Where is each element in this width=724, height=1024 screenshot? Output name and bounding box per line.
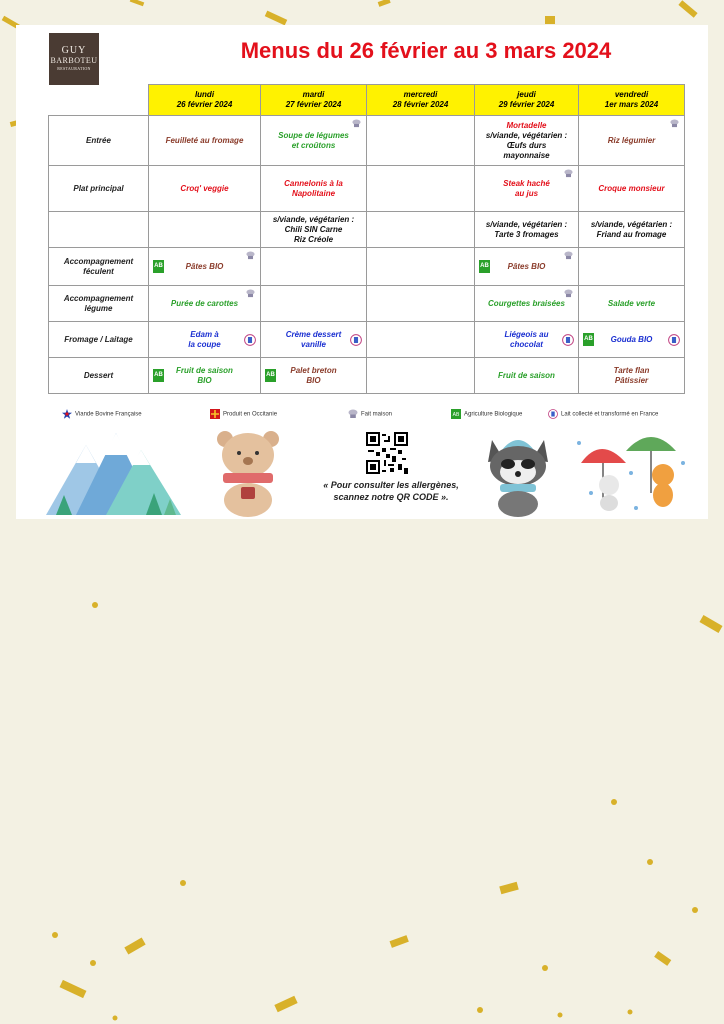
dish-line: Fruit de saison (176, 365, 233, 375)
dish-line: Courgettes braisées (488, 298, 565, 308)
menu-cell (367, 322, 475, 358)
svg-text:AB: AB (452, 412, 460, 418)
vegetarian-option-line: Œufs durs (506, 140, 547, 150)
ab-organic-icon: AB (153, 369, 164, 382)
occitanie-cross-icon (210, 409, 220, 419)
ab-organic-icon: AB (153, 260, 164, 273)
ab-organic-icon: AB (265, 369, 276, 382)
dish-line: Purée de carottes (170, 298, 239, 308)
menu-cell (261, 166, 367, 212)
vegetarian-option-line: mayonnaise (503, 150, 550, 160)
table-row (49, 248, 685, 286)
raccoon-illustration (482, 430, 554, 518)
chef-hat-icon (563, 251, 574, 260)
dish-line: Fruit de saison (498, 370, 555, 380)
menu-cell (579, 248, 685, 286)
dish-line: Croq' veggie (180, 183, 229, 193)
menu-cell (149, 212, 261, 248)
dish-line: Friand au fromage (596, 229, 667, 239)
dish-line: Mortadelle (506, 120, 547, 130)
dish-line: chocolat (510, 339, 543, 349)
dish-line: Riz Créole (293, 234, 334, 244)
dish-line: Crème dessert (285, 329, 342, 339)
milk-icon (548, 409, 558, 419)
dish-line: au jus (514, 188, 539, 198)
row-label: Plat principal (49, 166, 149, 212)
bear-illustration (211, 425, 286, 517)
menu-cell (579, 286, 685, 322)
menu-cell (261, 322, 367, 358)
dish-line: Salade verte (607, 298, 656, 308)
menu-cell (367, 286, 475, 322)
row-label: Fromage / Laitage (49, 322, 149, 358)
dish-line: Steak haché (503, 178, 550, 188)
dish-line: s/viande, végétarien : (485, 219, 568, 229)
menu-table (48, 84, 685, 394)
day-header-3: jeudi 29 février 2024 (475, 85, 579, 116)
dish-line: et croûtons (291, 140, 336, 150)
menu-cell (149, 116, 261, 166)
menu-cell (579, 166, 685, 212)
vegetarian-option-line: s/viande, végétarien : (485, 130, 568, 140)
star-icon (62, 409, 72, 419)
qr-instructions: « Pour consulter les allergènes, scannez notre QR CODE ». (323, 480, 459, 502)
menu-cell (475, 212, 579, 248)
day-header-4: vendredi 1er mars 2024 (579, 85, 685, 116)
table-row (49, 358, 685, 394)
dish-line: BIO (306, 375, 321, 385)
dish-line: BIO (197, 375, 212, 385)
menu-cell (475, 166, 579, 212)
menu-cell (579, 322, 685, 358)
ab-organic-icon: AB (479, 260, 490, 273)
guy-barboteu-logo: GUY BARBOTEU RESTAURATION (49, 33, 99, 85)
legend-item: AB Agriculture Biologique (451, 409, 522, 419)
milk-france-icon (244, 334, 256, 346)
menu-cell (367, 248, 475, 286)
dish-line: Pâtissier (614, 375, 649, 385)
dish-line: Cannelonis à la (284, 178, 343, 188)
dish-line: Gouda BIO (610, 334, 653, 344)
menu-cell (261, 248, 367, 286)
day-header-1: mardi 27 février 2024 (261, 85, 367, 116)
legend-item: Viande Bovine Française (62, 409, 142, 419)
menu-cell (475, 248, 579, 286)
cats-umbrella-illustration (571, 423, 691, 515)
ab-organic-icon: AB (583, 333, 594, 346)
menu-cell (475, 358, 579, 394)
milk-france-icon (562, 334, 574, 346)
menu-cell (261, 286, 367, 322)
menu-cell (261, 116, 367, 166)
day-header-2: mercredi 28 février 2024 (367, 85, 475, 116)
dish-line: Liégeois au (504, 329, 549, 339)
chef-hat-icon (245, 289, 256, 298)
dish-line: la coupe (188, 339, 221, 349)
chef-hat-icon (669, 119, 680, 128)
dish-line: s/viande, végétarien : (590, 219, 673, 229)
row-label (49, 212, 149, 248)
menu-cell (149, 166, 261, 212)
row-label: Accompagnement légume (49, 286, 149, 322)
table-row (49, 212, 685, 248)
table-row (49, 166, 685, 212)
menu-cell (475, 116, 579, 166)
legend-item: Fait maison (348, 409, 392, 419)
table-row (49, 322, 685, 358)
milk-france-icon (668, 334, 680, 346)
dish-line: Palet breton (290, 365, 337, 375)
menu-cell (475, 286, 579, 322)
ab-logo-icon (451, 409, 461, 419)
chef-hat-icon (351, 119, 362, 128)
menu-cell (367, 116, 475, 166)
dish-line: Edam à (190, 329, 219, 339)
dish-line: Tarte flan (613, 365, 650, 375)
dish-line: Pâtes BIO (507, 261, 546, 271)
qr-code[interactable] (366, 432, 408, 474)
chef-hat-icon (348, 409, 358, 419)
dish-line: Feuilleté au fromage (165, 135, 244, 145)
menu-cell (261, 212, 367, 248)
row-label: Dessert (49, 358, 149, 394)
dish-line: Pâtes BIO (185, 261, 224, 271)
menu-cell (475, 322, 579, 358)
menu-sheet (16, 25, 708, 519)
mountains-illustration (46, 425, 186, 517)
legend-item: Produit en Occitanie (210, 409, 277, 419)
milk-france-icon (350, 334, 362, 346)
page-title: Menus du 26 février au 3 mars 2024 (240, 38, 612, 63)
row-label: Entrée (49, 116, 149, 166)
menu-cell (579, 212, 685, 248)
dish-line: Riz légumier (607, 135, 656, 145)
menu-cell (367, 166, 475, 212)
menu-cell (579, 358, 685, 394)
chef-hat-icon (563, 289, 574, 298)
menu-cell (149, 286, 261, 322)
chef-hat-icon (245, 251, 256, 260)
dish-line: s/viande, végétarien : (272, 214, 355, 224)
dish-line: Chili SIN Carne (284, 224, 343, 234)
table-row (49, 116, 685, 166)
day-header-0: lundi 26 février 2024 (149, 85, 261, 116)
row-label: Accompagnement féculent (49, 248, 149, 286)
table-corner (49, 85, 149, 116)
menu-cell (149, 358, 261, 394)
menu-cell (367, 358, 475, 394)
menu-cell (367, 212, 475, 248)
dish-line: Napolitaine (291, 188, 336, 198)
legend-item: Lait collecté et transformé en France (548, 409, 658, 419)
dish-line: vanille (301, 339, 326, 349)
chef-hat-icon (563, 169, 574, 178)
dish-line: Soupe de légumes (278, 130, 349, 140)
menu-cell (579, 116, 685, 166)
menu-cell (149, 248, 261, 286)
menu-cell (149, 322, 261, 358)
table-row (49, 286, 685, 322)
menu-cell (261, 358, 367, 394)
dish-line: Tarte 3 fromages (494, 229, 559, 239)
dish-line: Croque monsieur (598, 183, 665, 193)
